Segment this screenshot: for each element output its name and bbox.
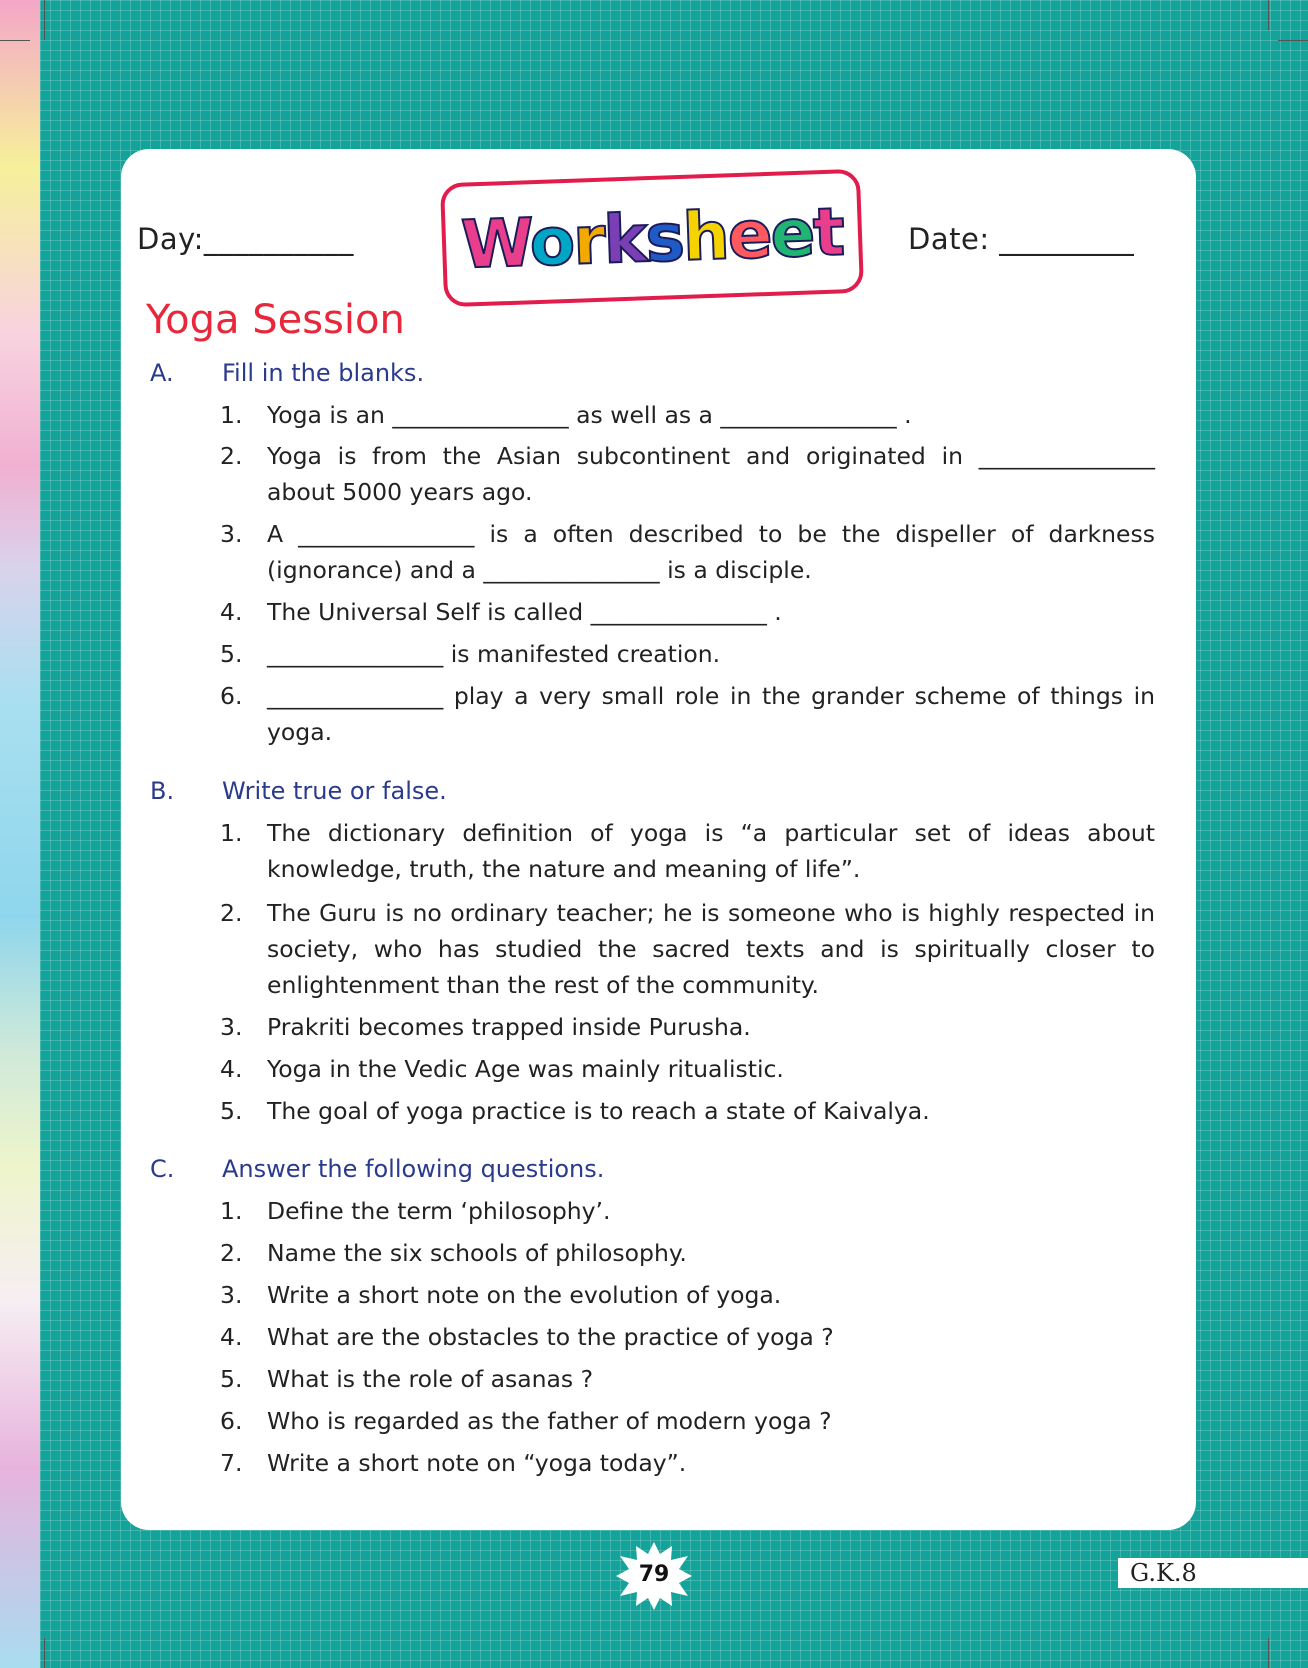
worksheet-logo-text: Worksheet [459, 192, 845, 284]
crop-mark [44, 0, 45, 40]
date-field: Date: _________ [908, 222, 1135, 256]
book-code: G.K.8 [1118, 1558, 1308, 1588]
page-number: 79 [638, 1562, 670, 1587]
worksheet-badge [440, 169, 864, 308]
rainbow-margin-strip [0, 0, 40, 1668]
crop-mark [1268, 1638, 1269, 1668]
crop-mark [44, 1638, 45, 1668]
page-title: Yoga Session [146, 297, 405, 343]
crop-mark [1278, 40, 1308, 41]
crop-mark [0, 40, 30, 41]
crop-mark [1268, 0, 1269, 30]
day-field: Day:__________ [137, 222, 354, 256]
